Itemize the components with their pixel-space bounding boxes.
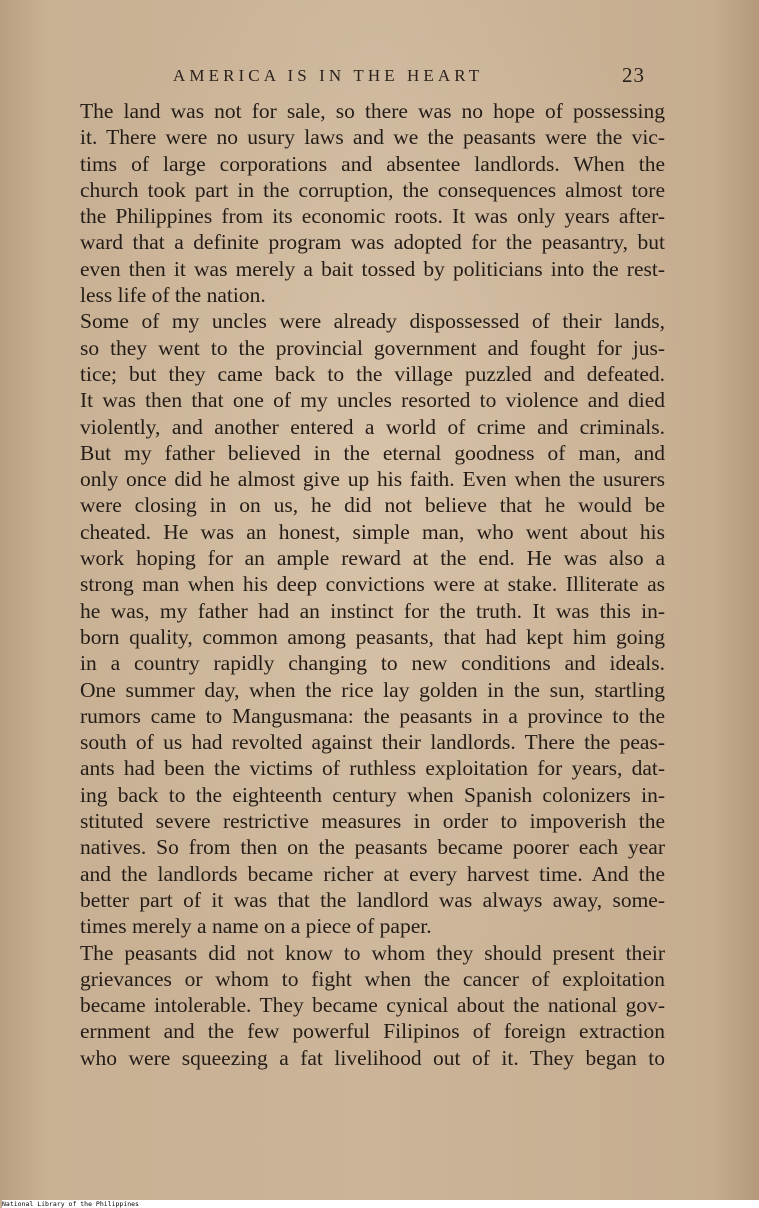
text-line: The land was not for sale, so there was no hope of possessing bbox=[80, 99, 665, 123]
text-line: One summer day, when the rice lay golden in the sun, startling bbox=[80, 677, 665, 702]
library-credit: National Library of the Philippines bbox=[2, 1200, 759, 1208]
text-line: ward that a definite program was adopted for the peasantry, but bbox=[80, 230, 665, 255]
text-line: work hoping for an ample reward at the end. He was also a bbox=[80, 546, 665, 571]
text-line: became intolerable. They became cynical about the national gov- bbox=[80, 993, 665, 1018]
text-line: stituted severe restrictive measures in order to impoverish the bbox=[80, 809, 665, 834]
running-header bbox=[0, 63, 759, 94]
text-line: rumors came to Mangusmana: the peasants in a province to the bbox=[80, 703, 665, 728]
paragraph-1 bbox=[80, 98, 665, 308]
text-line: he was, my father had an instinct for the truth. It was this in- bbox=[80, 598, 665, 623]
body-text bbox=[80, 98, 665, 1071]
text-line: even then it was merely a bait tossed by politicians into the rest- bbox=[80, 256, 665, 281]
text-line: so they went to the provincial government and fought for jus- bbox=[80, 335, 665, 360]
paragraph-5 bbox=[80, 940, 665, 1071]
text-line: natives. So from then on the peasants became poorer each year bbox=[80, 835, 665, 860]
text-line: cheated. He was an honest, simple man, who went about his bbox=[80, 519, 665, 544]
text-line: It was then that one of my uncles resorted to violence and died bbox=[80, 388, 665, 413]
text-line: ernment and the few powerful Filipinos of foreign extraction bbox=[80, 1019, 665, 1044]
text-line: were closing in on us, he did not believe that he would be bbox=[80, 493, 665, 518]
text-line: ants had been the victims of ruthless exploitation for years, dat- bbox=[80, 756, 665, 781]
text-line: church took part in the corruption, the consequences almost tore bbox=[80, 177, 665, 202]
text-line: times merely a name on a piece of paper. bbox=[80, 914, 432, 939]
text-line: in a country rapidly changing to new conditions and ideals. bbox=[80, 651, 665, 676]
text-line: strong man when his deep convictions were at stake. Illiterate as bbox=[80, 572, 665, 597]
paragraph-4 bbox=[80, 677, 665, 940]
text-line: tims of large corporations and absentee landlords. When the bbox=[80, 151, 665, 176]
text-line: tice; but they came back to the village puzzled and defeated. bbox=[80, 361, 665, 386]
text-line: Some of my uncles were already dispossessed of their lands, bbox=[80, 309, 665, 334]
running-title: AMERICA IS IN THE HEART bbox=[173, 66, 484, 85]
text-line: ing back to the eighteenth century when Spanish colonizers in- bbox=[80, 782, 665, 807]
text-line: But my father believed in the eternal goodness of man, and bbox=[80, 440, 665, 465]
text-line: violently, and another entered a world of crime and criminals. bbox=[80, 414, 665, 439]
page-number: 23 bbox=[622, 63, 645, 87]
paragraph-3 bbox=[80, 440, 665, 677]
text-line: born quality, common among peasants, that had kept him going bbox=[80, 624, 665, 649]
text-line: and the landlords became richer at every harvest time. And the bbox=[80, 861, 665, 886]
text-line: the Philippines from its economic roots. It was only years after- bbox=[80, 204, 665, 229]
text-line: it. There were no usury laws and we the peasants were the vic- bbox=[80, 125, 665, 150]
text-line: who were squeezing a fat livelihood out of it. They began to bbox=[80, 1045, 665, 1070]
text-line: The peasants did not know to whom they should present their bbox=[80, 940, 665, 965]
text-line: better part of it was that the landlord was always away, some- bbox=[80, 887, 665, 912]
text-line: only once did he almost give up his faith. Even when the usurers bbox=[80, 467, 665, 492]
text-line: less life of the nation. bbox=[80, 283, 266, 308]
text-line: south of us had revolted against their landlords. There the peas- bbox=[80, 730, 665, 755]
paragraph-2 bbox=[80, 308, 665, 439]
text-line: grievances or whom to fight when the cancer of exploitation bbox=[80, 966, 665, 991]
